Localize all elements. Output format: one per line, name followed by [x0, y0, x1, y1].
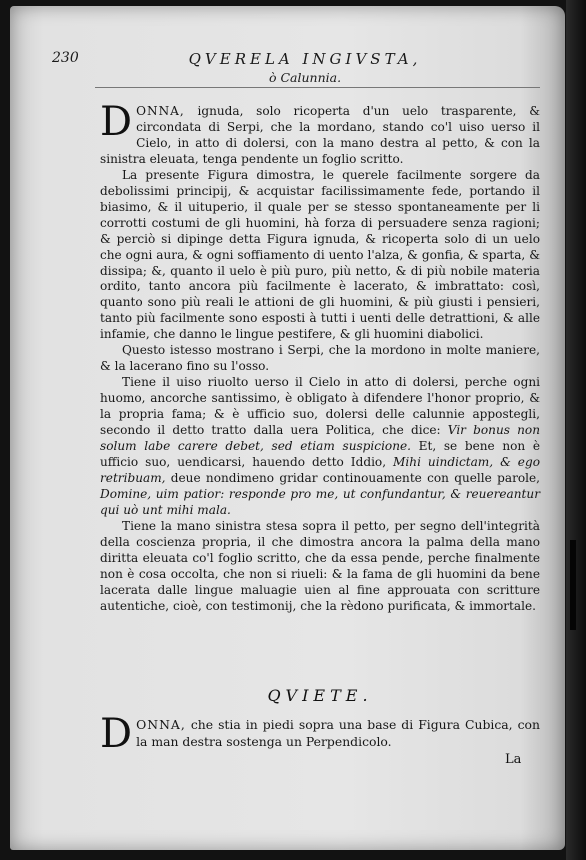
- section-quiete-body: [100, 711, 540, 757]
- drop-cap: D: [100, 99, 133, 145]
- section-querela-body: [100, 99, 541, 615]
- paragraph-5: Tiene la mano sinistra stesa sopra il petto, per segno dell'integrità della coscienza propria, il che dimostra ancora la palma della mano diritta eleuata co'l foglio scritto, che da essa pende, perche finalmente non è cosa occolta, che non si riueli: & la fama de gli huomini da bene lacerata dalle lingue maluagie uien al fine approuata con scritture autentiche, cioè, con testimonij, che la rèdono purificata, & immortale.: [100, 518, 540, 613]
- latin-quote-2: Mihi uindictam, & ego retribuam,: [100, 454, 540, 485]
- lead-word: ONNA,: [136, 104, 185, 118]
- adjacent-page-edge: [566, 0, 586, 860]
- paragraph-4-text-c: deue nondimeno gridar continouamente con quelle parole,: [165, 470, 540, 485]
- paragraph-4-text-b: Et, se bene non è ufficio suo, uendicarsi, hauendo detto Iddio,: [100, 439, 540, 469]
- paragraph-3: Questo istesso mostrano i Serpi, che la mordono in molte maniere, & la lacerano fino su l'osso.: [100, 343, 540, 374]
- header-rule: [95, 87, 540, 88]
- quiete-text: che stia in piedi sopra una base di Figura Cubica, con la man destra sostenga un Perpendicolo.: [136, 717, 540, 749]
- latin-quote-3: Domine, uim patior: responde pro me, ut confundantur, & reuereantur qui uò unt mihi mala.: [100, 486, 540, 517]
- paragraph-2: La presente Figura dimostra, le querele facilmente sorgere da debolissimi principij, & acquistar facilissimamente fede, portando il biasimo, & il uituperio, il quale per se stesso spontaneamente per li corrotti costumi de gli huomini, hà forza di persuadere senza ragioni; & perciò si dipinge detta Figura ignuda, & ricoperta solo di un uelo che ogni aura, & ogni soffiamento di uento l'alza, & gonfia, & sparta, & dissipa; &, quanto il uelo è più puro, più netto, & di più nobile materia ordito, tanto ancora più facilmente è lacerato, & imbrattato: così, quanto sono più reali le attioni de gli huomini, & più giusti i pensieri, tanto più facilmente sono esposti à tutti i uenti delle detrattioni, & alle infamie, che danno le lingue pestifere, & gli huomini diabolici.: [100, 167, 540, 342]
- paragraph-4: [100, 375, 540, 519]
- section-title-quiete: QVIETE.: [267, 686, 373, 705]
- paragraph-4-text-a: Tiene il uiso riuolto uerso il Cielo in atto di dolersi, perche ogni huomo, ancorche santissimo, è obligato à difendere l'honor proprio, & la propria fama; & è ufficio suo, dolersi delle calunnie appostegli, secondo il detto tratto dalla uera Politica, che dice:: [100, 375, 540, 438]
- paragraph-1-text: ignuda, solo ricoperta d'un uelo trasparente, & circondata di Serpi, che la mordano, stando co'l uiso uerso il Cielo, in atto di dolersi, con la mano destra al petto, & con la sinistra eleuata, tenga pendente un foglio scritto.: [100, 104, 540, 166]
- paragraph-1: [100, 99, 540, 168]
- drop-cap-2: D: [100, 711, 133, 757]
- running-title: QVERELA INGIVSTA,: [188, 50, 422, 68]
- page-number: 230: [52, 50, 79, 66]
- lead-word-2: ONNA,: [136, 717, 186, 732]
- latin-quote-1: Vir bonus non solum labe carere debet, sed etiam suspicione.: [100, 423, 541, 454]
- binding-shadow: [570, 540, 576, 630]
- catchword: La: [505, 752, 522, 767]
- running-subtitle: ò Calunnia.: [268, 70, 342, 85]
